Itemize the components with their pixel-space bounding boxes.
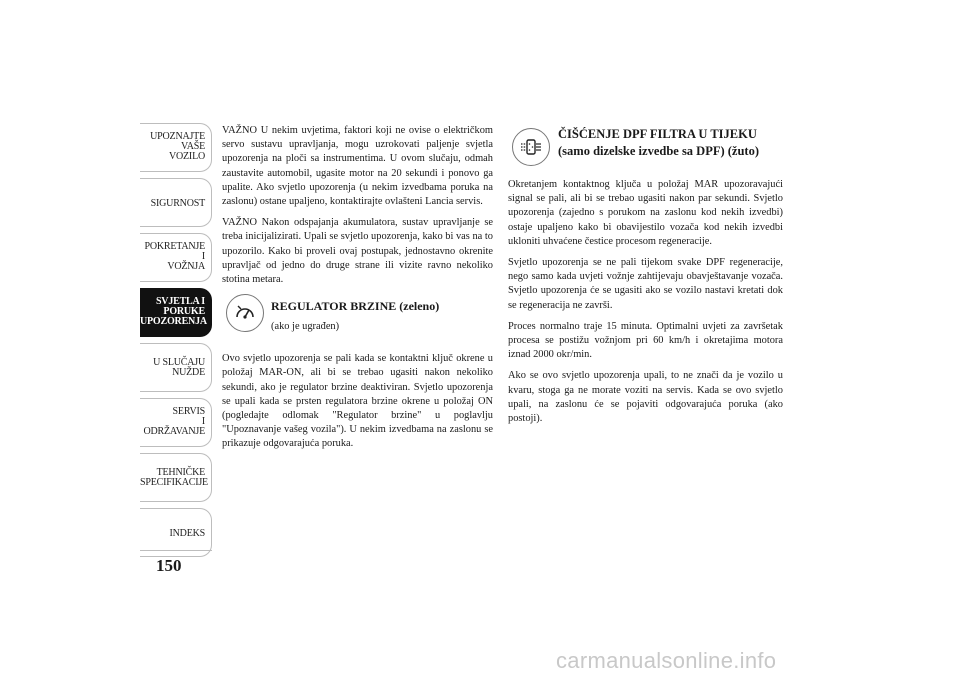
paragraph: Ovo svjetlo upozorenja se pali kada se kontaktni ključ okrene u položaj MAR-ON, ali bi se trebao ugasiti nakon nekoliko sekundi, ako je regulator brzine deaktiviran. Svjetlo upozorenja se upali kada se prsten regulatora brzine okrene u položaj ON (pogledajte odlomak "Regulator brzine" u poglavlju "Upoznavanje vašeg vozila"). U nekim izvedbama na zaslonu se prikazuje odgovarajuća poruka. xyxy=(222,353,493,450)
tab-label-line: SERVIS xyxy=(172,406,205,417)
paragraph: Ako se ovo svjetlo upozorenja upali, to ne znači da je vozilo u kvaru, stoga ga ne morate voziti na servis. Kada se ovo svjetlo upali, na zaslonu će se pojaviti odgovarajuća poruka (ako postoji). xyxy=(508,370,783,425)
page-number: 150 xyxy=(156,556,182,575)
tab-label-line: POKRETANJE xyxy=(144,241,205,252)
tab-label-line: U SLUČAJU xyxy=(153,357,205,368)
tab-tehnicke-specifikacije[interactable] xyxy=(140,453,212,502)
tab-label-line: SVJETLA I xyxy=(155,296,205,307)
tab-svjetla-i-poruke-upozorenja[interactable] xyxy=(140,288,212,337)
tab-pokretanje-i-voznja[interactable] xyxy=(140,233,212,282)
tab-label-line: I xyxy=(201,416,205,427)
section-title-line-2: (samo dizelske izvedbe sa DPF) (žuto) xyxy=(558,144,760,158)
tab-label-line: SIGURNOST xyxy=(150,198,205,209)
tab-label-line: PORUKE xyxy=(163,306,205,317)
tab-label-line: VOZILO xyxy=(168,151,205,162)
tab-sigurnost[interactable] xyxy=(140,178,212,227)
paragraph: Okretanjem kontaktnog ključa u položaj MAR upozoravajući signal se pali, ali bi se trebao ugasiti nakon par sekundi. Svjetlo upozorenja (zajedno s porukom na zaslonu kod nekih izvedbi) ostaje upaljeno kako bi obavijestilo vozača kod nekih izvedbi ukloniti uhvaćene čestice procesom regeneracije. xyxy=(508,179,783,247)
section-title: REGULATOR BRZINE (zeleno) xyxy=(271,299,440,314)
section-title-line-1: ČIŠĆENJE DPF FILTRA U TIJEKU xyxy=(558,127,757,141)
tab-label-line: UPOZNAJTE xyxy=(150,131,205,142)
cruise-control-icon xyxy=(226,294,264,332)
tab-label-line: SPECIFIKACIJE xyxy=(140,477,208,488)
cruise-control-heading xyxy=(222,294,493,352)
tab-upoznajte-vase-vozilo[interactable] xyxy=(140,123,212,172)
paragraph: Svjetlo upozorenja se ne pali tijekom svake DPF regeneracije, nego samo kada uvjeti vožnje zahtijevaju obavještavanje vozača. Svjetlo upozorenja će se ugasiti ako se vozilo nastavi kretati dok se regeneracija ne završi. xyxy=(508,257,783,311)
watermark: carmanualsonline.info xyxy=(556,648,777,673)
tab-u-slucaju-nuzde[interactable] xyxy=(140,343,212,392)
tab-label-line: I xyxy=(201,251,205,262)
tab-label-line: UPOZORENJA xyxy=(140,316,207,327)
tab-label-line: ODRŽAVANJE xyxy=(143,426,205,437)
dpf-heading xyxy=(508,124,798,172)
tab-label-line: INDEKS xyxy=(169,528,205,539)
tab-label-line: NUŽDE xyxy=(172,367,205,378)
section-subtitle: (ako je ugrađen) xyxy=(271,321,340,333)
tab-label-line: VAŠE xyxy=(180,141,205,152)
page-divider xyxy=(140,550,212,551)
dpf-filter-icon xyxy=(512,128,550,166)
paragraph: Proces normalno traje 15 minuta. Optimalni uvjeti za završetak procesa se postižu vožnjom pri 60 km/h i okretajima motora iznad 2000 okr/min. xyxy=(508,320,783,361)
right-column xyxy=(508,178,783,433)
tab-label-line: VOŽNJA xyxy=(167,261,205,272)
paragraph: VAŽNO Nakon odspajanja akumulatora, sustav upravljanje se treba inicijalizirati. Upali se svjetlo upozorenja, kako bi vas na to upozorilo. Kako bi proveli ovaj postupak, jednostavno okrenite upravljač od jedno do druge strane ili vizite ravno nekoliko stotina metara. xyxy=(222,217,493,286)
left-column xyxy=(222,124,493,459)
paragraph: VAŽNO U nekim uvjetima, faktori koji ne ovise o električkom servo sustavu upravljanja, mogu uzrokovati paljenje svjetla upozorenja na ploči sa instrumentima. U ovom slučaju, odmah zaustavite automobil, ugasite motor na 20 sekundi i ponovo ga upalite. Ako svjetlo upozorenja (u nekim izvedbama poruka na zaslonu) ostane upaljeno, kontaktirajte ovlašteni Lancia servis. xyxy=(222,125,493,208)
tab-label-line: TEHNIČKE xyxy=(156,467,205,478)
tab-servis-i-odrzavanje[interactable] xyxy=(140,398,212,447)
